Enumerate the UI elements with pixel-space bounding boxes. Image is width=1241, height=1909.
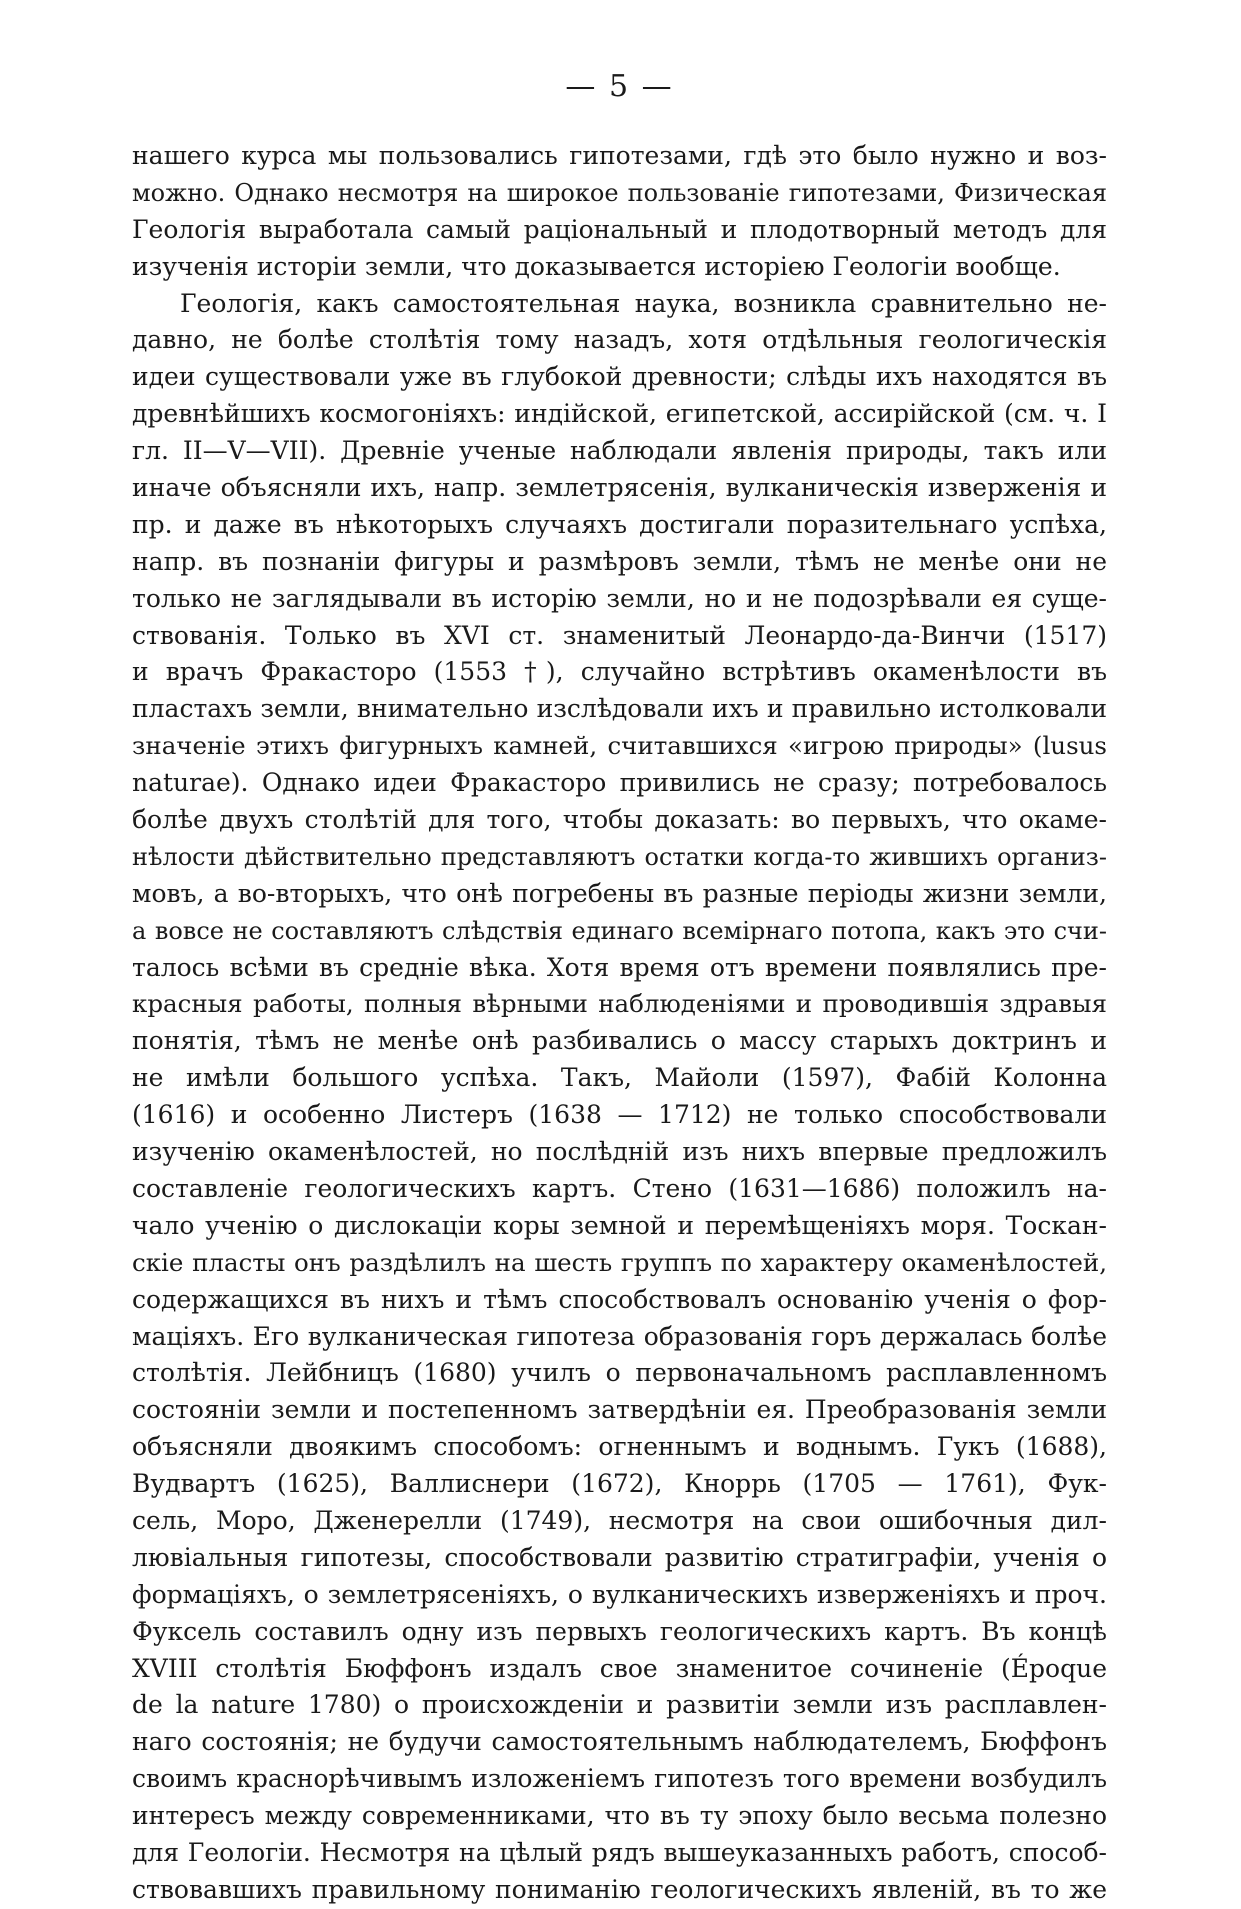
text-line: de la nature 1780) о происхожденіи и развитіи земли изъ расплавлен- — [132, 1690, 1107, 1720]
text-line: формаціяхъ, о землетрясеніяхъ, о вулканическихъ изверженіяхъ и проч. — [132, 1579, 1107, 1609]
text-line: древнѣйшихъ космогоніяхъ: индійской, египетской, ассирійской (см. ч. I — [132, 399, 1107, 429]
text-line: только не заглядывали въ исторію земли, но и не подозрѣвали ея суще- — [132, 583, 1107, 613]
text-line: чало ученію о дислокаціи коры земной и перемѣщеніяхъ моря. Тоскан- — [132, 1210, 1107, 1240]
body-text — [132, 138, 1107, 1909]
text-line: составленіе геологическихъ картъ. Стено (1631—1686) положилъ на- — [132, 1173, 1107, 1203]
text-line: значеніе этихъ фигурныхъ камней, считавшихся «игрою природы» (lusus — [132, 731, 1107, 761]
book-page — [132, 0, 1107, 1904]
paragraph-first-line: Геологія, какъ самостоятельная наука, возникла сравнительно не- — [180, 288, 1107, 318]
text-line: гл. II—V—VII). Древніе ученые наблюдали явленія природы, такъ или — [132, 436, 1107, 466]
text-line: изученія исторіи земли, что доказывается исторіею Геологіи вообще. — [132, 251, 1061, 281]
text-line: лювіальныя гипотезы, способствовали развитію стратиграфіи, ученія о — [132, 1542, 1107, 1572]
text-line: ствовавшихъ правильному пониманію геологическихъ явленій, въ то же — [132, 1874, 1107, 1904]
text-line: XVIII столѣтія Бюффонъ издалъ свое знаменитое сочиненіе (Époque — [132, 1653, 1107, 1683]
text-line: столѣтія. Лейбницъ (1680) училъ о первоначальномъ расплавленномъ — [132, 1358, 1107, 1388]
text-line: объясняли двоякимъ способомъ: огненнымъ и воднымъ. Гукъ (1688), — [132, 1432, 1107, 1462]
text-line: скіе пласты онъ раздѣлилъ на шесть группъ по характеру окаменѣлостей, — [132, 1247, 1107, 1277]
text-line: красныя работы, полныя вѣрными наблюденіями и проводившія здравыя — [132, 989, 1107, 1019]
text-line: для Геологіи. Несмотря на цѣлый рядъ вышеуказанныхъ работъ, способ- — [132, 1837, 1107, 1867]
text-line: напр. въ познаніи фигуры и размѣровъ земли, тѣмъ не менѣе они не — [132, 546, 1107, 576]
text-line: своимъ краснорѣчивымъ изложеніемъ гипотезъ того времени возбудилъ — [132, 1764, 1107, 1794]
text-line: болѣе двухъ столѣтій для того, чтобы доказать: во первыхъ, что окаме- — [132, 805, 1107, 835]
text-line: нѣлости дѣйствительно представляютъ остатки когда-то жившихъ организ- — [132, 842, 1107, 871]
text-line: состояніи земли и постепенномъ затвердѣніи ея. Преобразованія земли — [132, 1395, 1107, 1425]
text-line: не имѣли большого успѣха. Такъ, Майоли (1597), Фабій Колонна — [132, 1063, 1107, 1093]
text-line: Геологія выработала самый раціональный и плодотворный методъ для — [132, 214, 1107, 244]
text-line: можно. Однако несмотря на широкое пользованіе гипотезами, Физическая — [132, 178, 1107, 207]
text-line: содержащихся въ нихъ и тѣмъ способствовалъ основанію ученія о фор- — [132, 1284, 1107, 1314]
text-line: а вовсе не составляютъ слѣдствія единаго всемірнаго потопа, какъ это счи- — [132, 916, 1107, 945]
text-line: иначе объясняли ихъ, напр. землетрясенія, вулканическія изверженія и — [132, 473, 1107, 503]
text-line: Фуксель составилъ одну изъ первыхъ геологическихъ картъ. Въ концѣ — [132, 1616, 1107, 1646]
text-line: интересъ между современниками, что въ ту эпоху было весьма полезно — [132, 1801, 1107, 1831]
text-line: мовъ, а во-вторыхъ, что онѣ погребены въ разные періоды жизни земли, — [132, 878, 1107, 908]
text-line: изученію окаменѣлостей, но послѣдній изъ нихъ впервые предложилъ — [132, 1137, 1107, 1167]
text-line: пластахъ земли, внимательно изслѣдовали ихъ и правильно истолковали — [132, 694, 1107, 724]
text-line: маціяхъ. Его вулканическая гипотеза образованія горъ держалась болѣе — [132, 1321, 1107, 1351]
text-line: (1616) и особенно Листеръ (1638 — 1712) не только способствовали — [132, 1100, 1107, 1130]
text-line: нашего курса мы пользовались гипотезами, гдѣ это было нужно и воз- — [132, 141, 1107, 170]
text-line: наго состоянія; не будучи самостоятельнымъ наблюдателемъ, Бюффонъ — [132, 1727, 1107, 1757]
text-line: ствованія. Только въ XVI ст. знаменитый Леонардо-да-Винчи (1517) — [132, 620, 1107, 650]
text-line: давно, не болѣе столѣтія тому назадъ, хотя отдѣльныя геологическія — [132, 325, 1107, 355]
text-line: пр. и даже въ нѣкоторыхъ случаяхъ достигали поразительнаго успѣха, — [132, 509, 1107, 539]
text-line: понятія, тѣмъ не менѣе онѣ разбивались о массу старыхъ доктринъ и — [132, 1026, 1107, 1056]
text-line: и врачъ Фракасторо (1553 †), случайно встрѣтивъ окаменѣлости въ — [132, 657, 1107, 687]
text-line: naturae). Однако идеи Фракасторо привились не сразу; потребовалось — [132, 768, 1107, 798]
page-number: — 5 — — [565, 69, 674, 104]
text-line: талось всѣми въ средніе вѣка. Хотя время отъ времени появлялись пре- — [132, 952, 1107, 982]
text-line: Вудвартъ (1625), Валлиснери (1672), Кноррь (1705 — 1761), Фук- — [132, 1469, 1107, 1499]
text-line: идеи существовали уже въ глубокой древности; слѣды ихъ находятся въ — [132, 362, 1107, 392]
text-line: сель, Моро, Дженерелли (1749), несмотря на свои ошибочныя дил- — [132, 1505, 1107, 1535]
